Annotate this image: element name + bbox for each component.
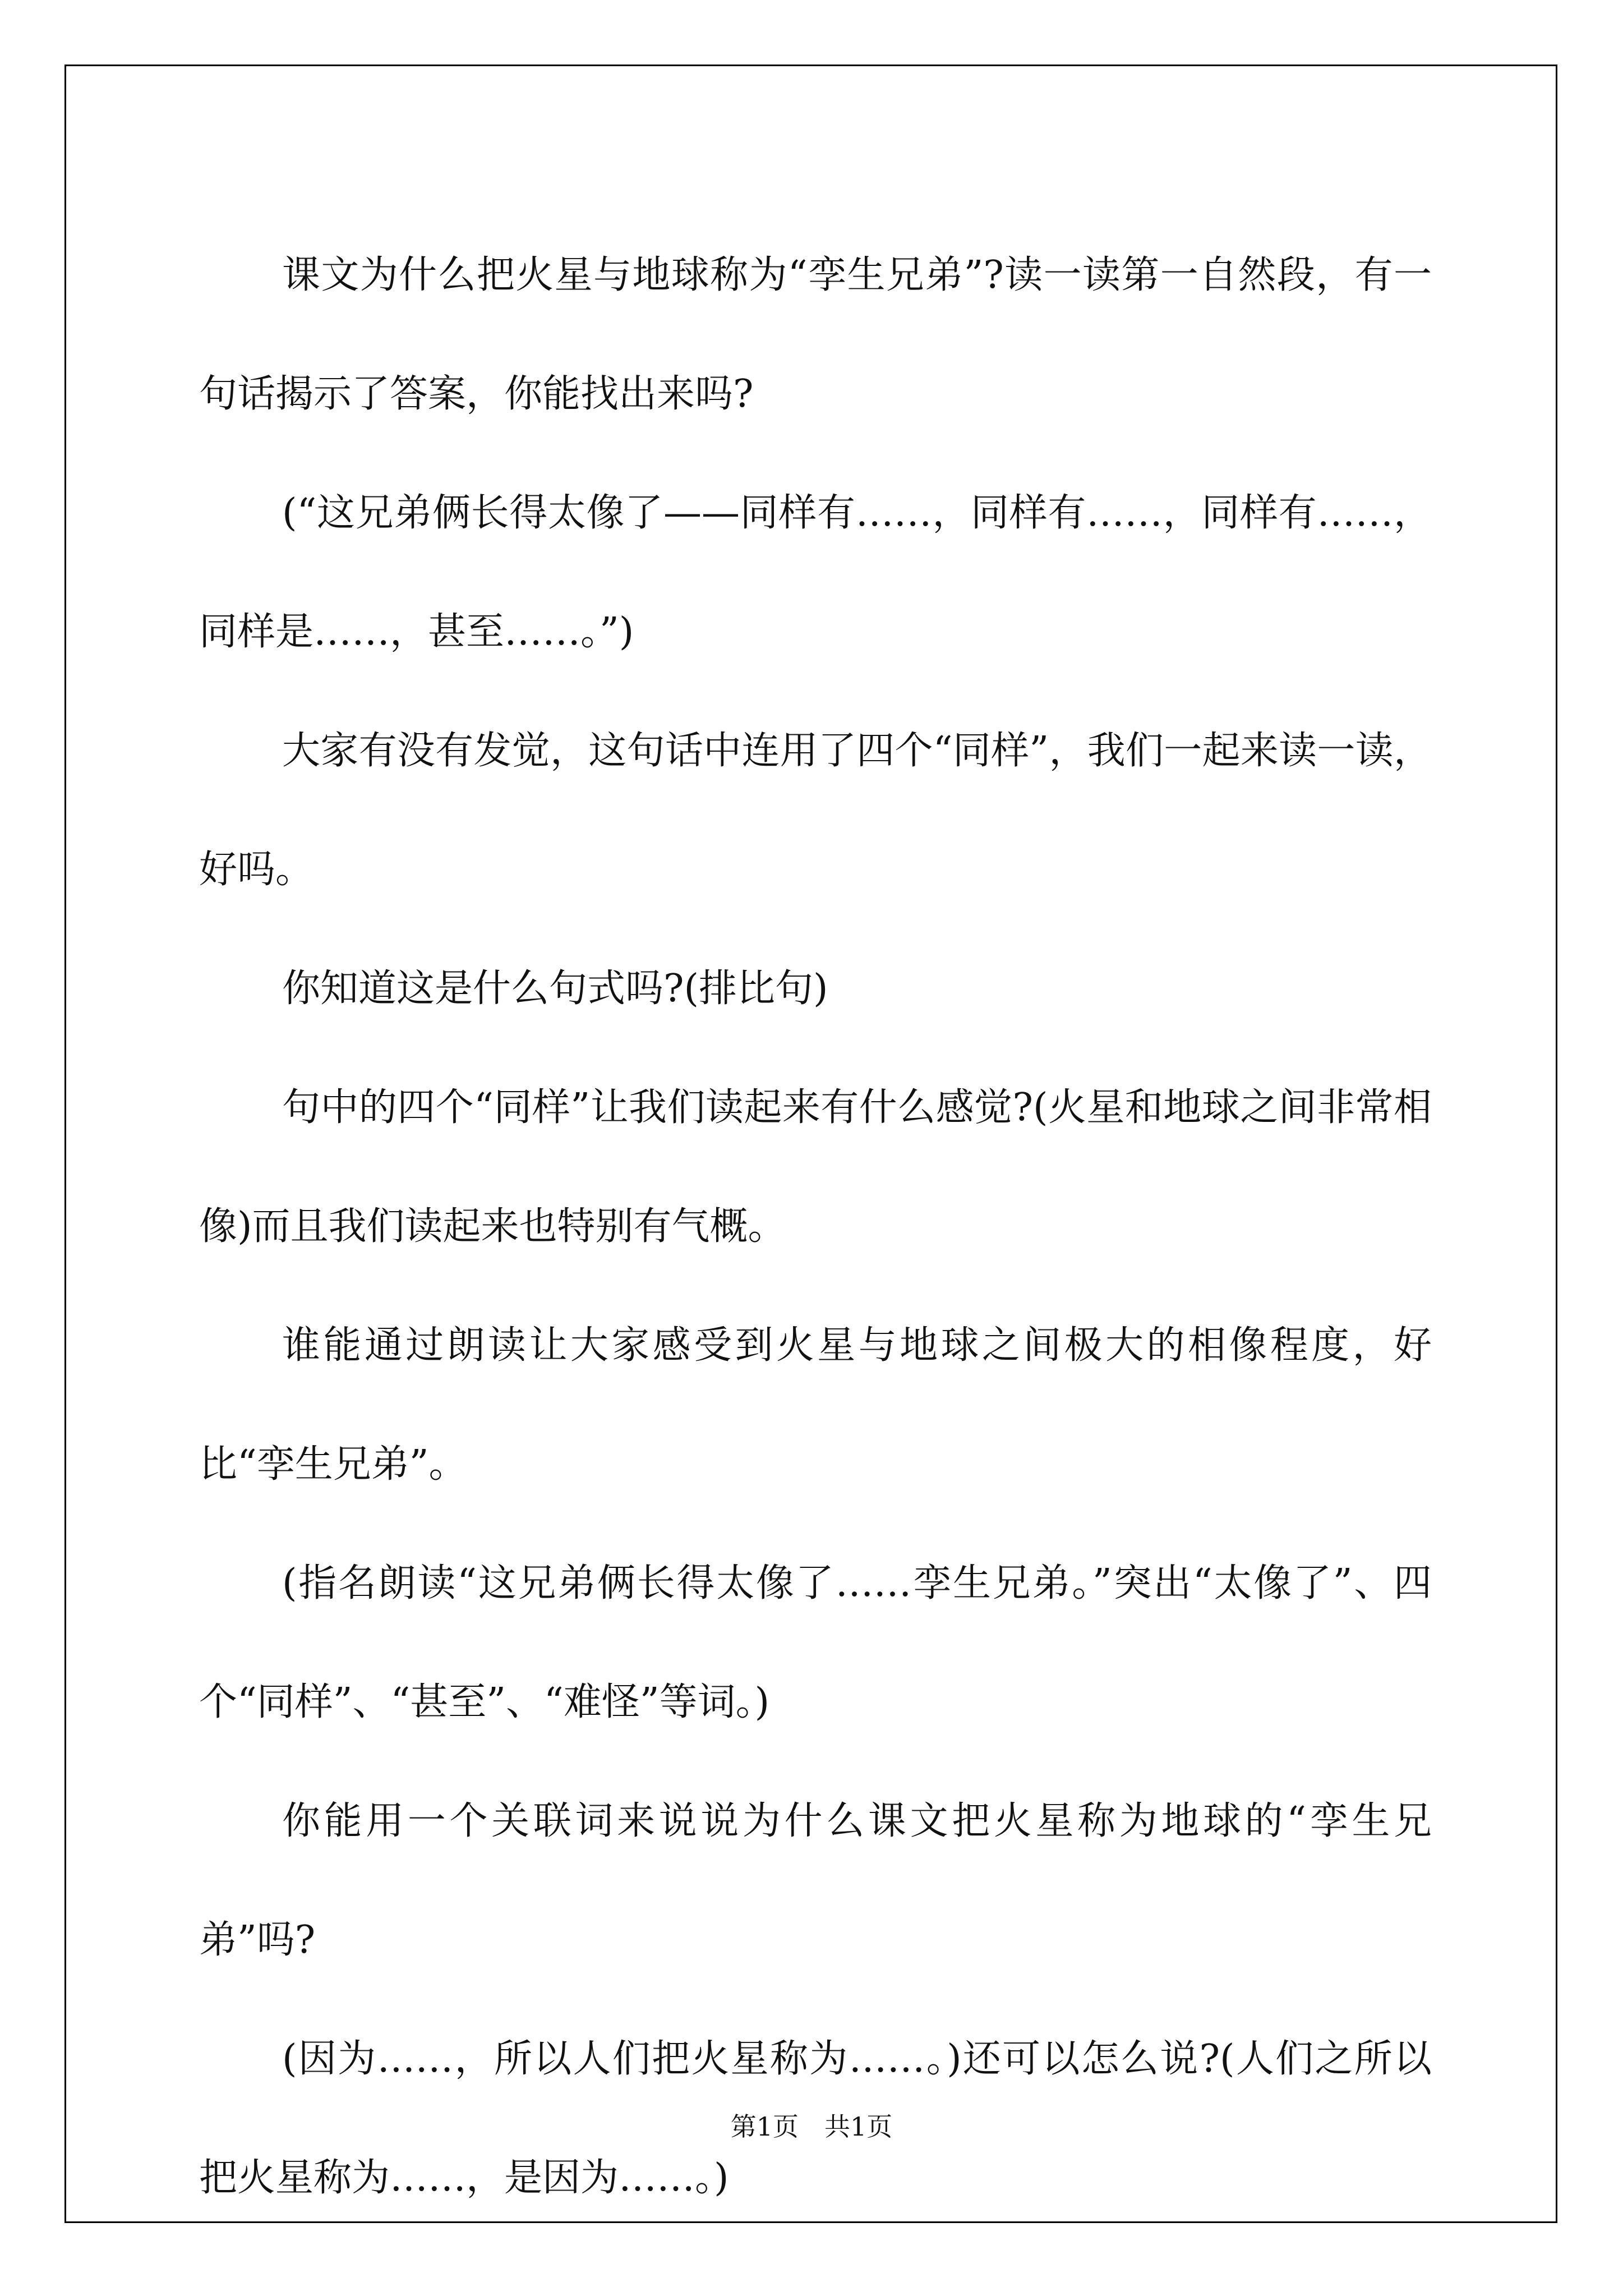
paragraph-6: 谁能通过朗读让大家感受到火星与地球之间极大的相像程度，好比“孪生兄弟”。 [199,1323,1432,1487]
paragraph-9: (因为……，所以人们把火星称为……。)还可以怎么说?(人们之所以把火星称为……，是因为……。) [199,2037,1432,2200]
document-body [199,216,1432,2238]
paragraph-3: 大家有没有发觉，这句话中连用了四个“同样”，我们一起来读一读，好吗。 [199,729,1432,892]
page-number-footer: 第1页 共1页 [730,2111,893,2142]
paragraph-1: 课文为什么把火星与地球称为“孪生兄弟”?读一读第一自然段，有一句话揭示了答案，你能找出来吗? [199,253,1432,416]
paragraph-7: (指名朗读“这兄弟俩长得太像了……孪生兄弟。”突出“太像了”、四个“同样”、“甚至”、“难怪”等词。) [199,1561,1432,1724]
paragraph-8: 你能用一个关联词来说说为什么课文把火星称为地球的“孪生兄弟”吗? [199,1799,1432,1962]
paragraph-5: 句中的四个“同样”让我们读起来有什么感觉?(火星和地球之间非常相像)而且我们读起来也特别有气概。 [199,1085,1432,1249]
paragraph-4: 你知道这是什么句式吗?(排比句) [282,967,828,1011]
paragraph-2: (“这兄弟俩长得太像了——同样有……，同样有……，同样有……，同样是……，甚至……。”) [199,491,1432,654]
